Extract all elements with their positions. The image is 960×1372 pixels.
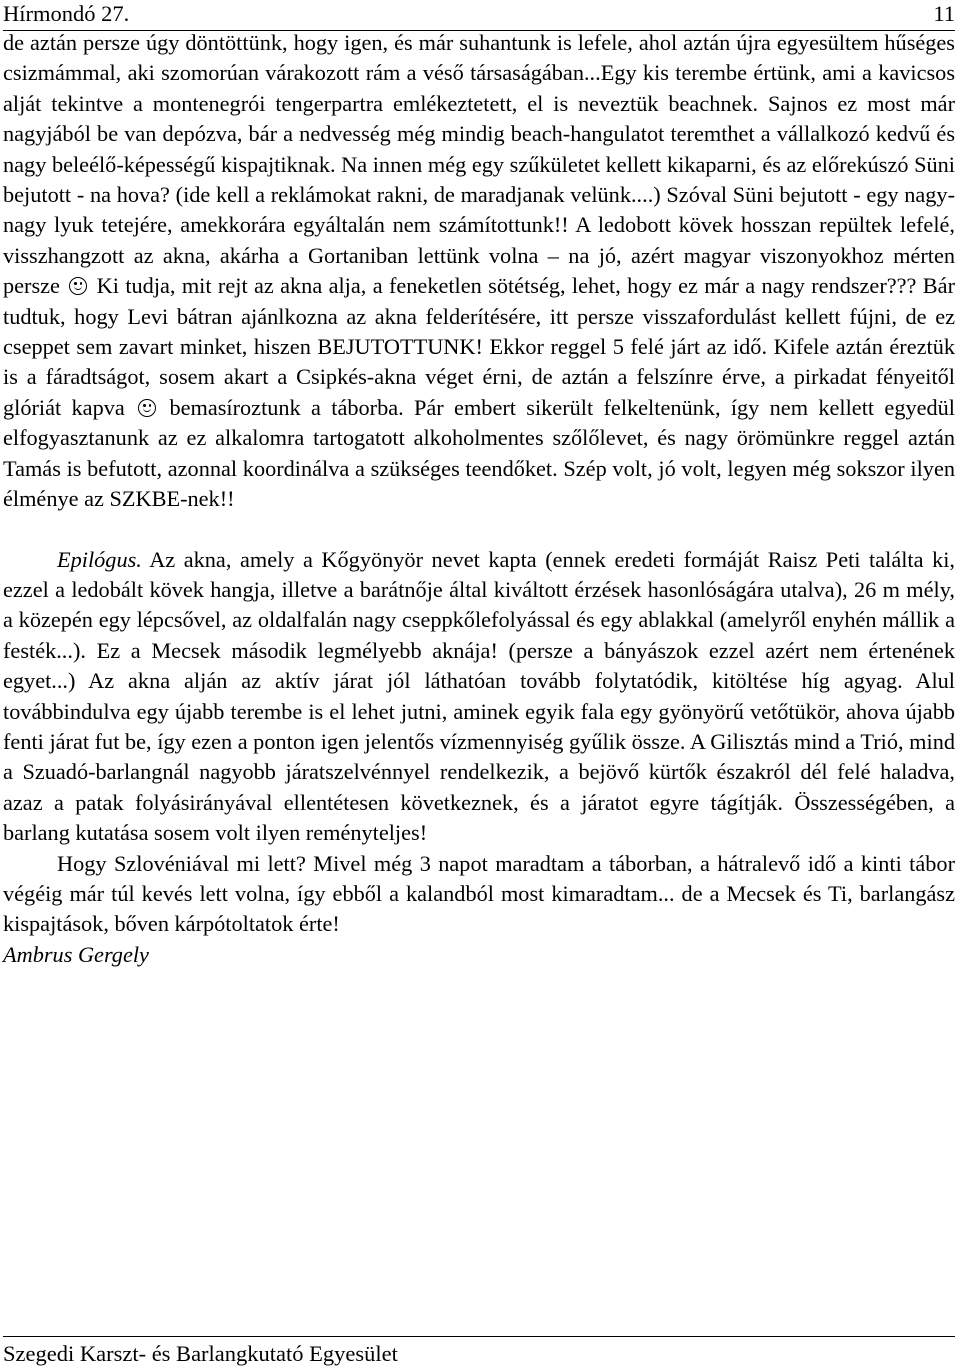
smiley-icon [69,277,87,295]
author-signature: Ambrus Gergely [3,941,149,967]
smiley-icon [138,399,156,417]
paragraph-main-part-3: bemasíroztunk a táborba. Pár embert sikerült felkeltenünk, így nem kellett egyedül elfogyasztanunk az ez alkalomra tartogatott alkoholmentes szőlőlevet, és nagy örömünkre reggel aztán Tamás is befutott, azonnal koordinálva a szükséges teendőket. Szép volt, jó volt, legyen még sokszor ilyen élménye az SZKBE-nek!! [3,394,956,512]
page-footer [3,1336,955,1371]
publication-title: Hírmondó 27. [3,1,130,26]
epilogue-label: Epilógus. [57,546,142,572]
epilogue-text: Az akna, amely a Kőgyönyör nevet kapta (ennek eredeti formáját Raisz Peti találta ki, ezzel a ledobált kövek hangja, illetve a barátnője által kiváltott érzések hasonlóságára utalva), 26 m mély, a közepén egy lépcsővel, az oldalfalán nagy cseppkőlefolyással és egy ablakkal (amelyről enyhén mállik a festék...). Ez a Mecsek második legmélyebb aknája! (persze a bányászok ezzel azért nem értenének egyet...) Az akna alján az aktív járat jól láthatóan tovább folytatódik, kitöltése híg agyag. Alul továbbindulva egy újabb terembe is el lehet jutni, aminek egyik fala egy gyönyörű vetőtükör, ahova újabb fenti járat fut be, így ezen a ponton igen jelentős vízmennyiség gyűlik össze. A Gilisztás mind a Trió, mind a Szuadó-barlangnál nagyobb járatszelvénnyel rendelkezik, a bejövő kürtők északról dél felé haladva, azaz a patak folyásirányával ellentétesen következnek, és a járatot egyre tágítják. Összességében, a barlang kutatása sosem volt ilyen reményteljes! [3,546,955,846]
paragraph-main-part-2: Ki tudja, mit rejt az akna alja, a feneketlen sötétség, lehet, hogy ez már a nagy rendszer??? Bár tudtuk, hogy Levi bátran ajánlkozna az akna felderítésére, itt persze visszafordulást kellett fújni, de ez cseppet sem zavart minket, hiszen BEJUTOTTUNK! Ekkor reggel 5 felé járt az idő. Kifele aztán éreztük is a fáradtságot, sosem akart a Csipkés-akna véget érni, de aztán a felszínre érve, a pirkadat fényeitől glóriát kapva [3,273,955,420]
article-body [3,28,955,970]
page-number: 11 [933,1,955,26]
paragraph-slovenia: Hogy Szlovéniával mi lett? Mivel még 3 napot maradtam a táborban, a hátralevő idő a kinti tábor végéig már túl kevés lett volna, így ebből a kalandból most kimaradtam... de a Mecsek és Ti, barlangász kispajtások, bőven kárpótoltatok érte! [3,850,955,937]
page-header [3,0,955,31]
paragraph-main [3,28,955,515]
paragraph-spacer [3,515,955,545]
organization-name: Szegedi Karszt- és Barlangkutató Egyesület [3,1341,398,1366]
paragraph-main-part-1: de aztán persze úgy döntöttünk, hogy igen, és már suhantunk is lefele, ahol aztán újra egyesültem hűséges csizmámmal, aki szomorúan várakozott rám a véső társaságában...Egy kis terembe értünk, ami a kavicsos alját tekintve a montenegrói tengerpartra emlékeztetett, el is neveztük beachnek. Sajnos ez most már nagyjából be van depózva, bár a nedvesség még mindig beach-hangulatot teremthet a vállalkozó kedvű és nagy beleélő-képességű kispajtiknak. Na innen még egy szűkületet kellett kikaparni, és az előrekúszó Süni bejutott - na hova? (ide kell a reklámokat rakni, de maradjanak velünk....) Szóval Süni bejutott - egy nagy-nagy lyuk tetejére, amekkorára egyáltalán nem számítottunk!! A ledobott kövek hosszan repültek lefelé, visszhangzott az akna, akárha a Gortaniban lettünk volna – na jó, azért magyar viszonyokhoz mérten persze [3,30,955,299]
paragraph-epilogue [3,545,955,849]
